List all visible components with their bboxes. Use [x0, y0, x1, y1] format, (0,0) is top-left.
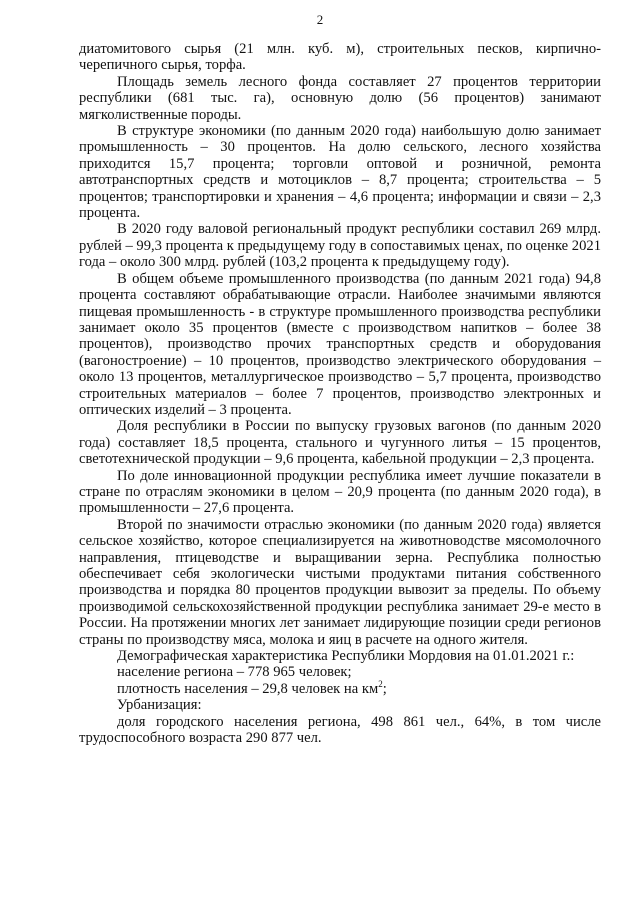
page-number: 2: [316, 12, 324, 27]
document-body: [79, 41, 601, 746]
demography-density: [79, 678, 601, 697]
paragraph-industrial-production: В общем объеме промышленного производства (по данным 2021 года) 94,8 процента составляют обрабатывающие отрасли. Наиболее значимыми являются пищевая промышленность - в структуре промышленного производства республики занимает около 35 процентов (вместе с производством напитков – более 38 процентов), производство прочих транспортных средств и оборудования (вагоностроение) – 10 процентов, производство электрического оборудования – около 13 процентов, металлургическое производство – 5,7 процента, производство строительных материалов – более 7 процентов, производство электронных и оптических изделий – 3 процента.: [79, 270, 601, 418]
paragraph-grp: В 2020 году валовой региональный продукт республики составил 269 млрд. рублей – 99,3 процента к предыдущему году в сопоставимых ценах, по оценке 2021 года – около 300 млрд. рублей (103,2 процента к предыдущему году).: [79, 221, 601, 271]
paragraph-russia-share: Доля республики в России по выпуску грузовых вагонов (по данным 2020 года) составляет 18,5 процента, стального и чугунного литья – 15 процентов, светотехнической продукции – 9,6 процента, кабельной продукции – 2,3 процента.: [79, 418, 601, 468]
density-end: ;: [382, 680, 387, 697]
paragraph-agriculture: Второй по значимости отраслью экономики (по данным 2020 года) является сельское хозяйство, которое специализируется на животноводстве мясомолочного направления, птицеводстве и выращивании зерна. Республика полностью обеспечивает себя экологически чистыми продуктами питания собственного производства и порядка 80 процентов продукции вывозит за пределы. По объему производимой сельскохозяйственной продукции республика занимает 29-е место в России. На протяжении многих лет занимает лидирующие позиции среди регионов страны по производству мяса, молока и яиц в расчете на одного жителя.: [79, 516, 601, 648]
paragraph-forest-fund: Площадь земель лесного фонда составляет 27 процентов территории республики (681 тыс. га), основную долю (56 процентов) занимают мягколиственные породы.: [79, 73, 601, 123]
paragraph-innovation: По доле инновационной продукции республика имеет лучшие показатели в стране по отраслям экономики в целом – 20,9 процента (по данным 2020 года), в промышленности – 27,6 процента.: [79, 467, 601, 517]
demography-urban-share: доля городского населения региона, 498 861 чел., 64%, в том числе трудоспособного возраста 290 877 чел.: [79, 713, 601, 747]
paragraph-raw-materials: диатомитового сырья (21 млн. куб. м), строительных песков, кирпично-черепичного сырья, торфа.: [79, 41, 601, 74]
density-text: плотность населения – 29,8 человек на км: [117, 680, 379, 697]
density-superscript: 2: [378, 678, 383, 689]
demography-heading: Демографическая характеристика Республики Мордовия на 01.01.2021 г.:: [117, 648, 575, 665]
paragraph-economy-structure: В структуре экономики (по данным 2020 года) наибольшую долю занимает промышленность – 30 процентов. На долю сельского, лесного хозяйства приходится 15,7 процента; торговли оптовой и розничной, ремонта автотранспортных средств и мотоциклов – 8,7 процента; строительства – 5 процентов; транспортировки и хранения – 4,6 процента; информации и связи – 2,3 процента.: [79, 123, 601, 222]
demography-urbanization: Урбанизация:: [117, 697, 202, 714]
demography-population: население региона – 778 965 человек;: [117, 664, 352, 681]
